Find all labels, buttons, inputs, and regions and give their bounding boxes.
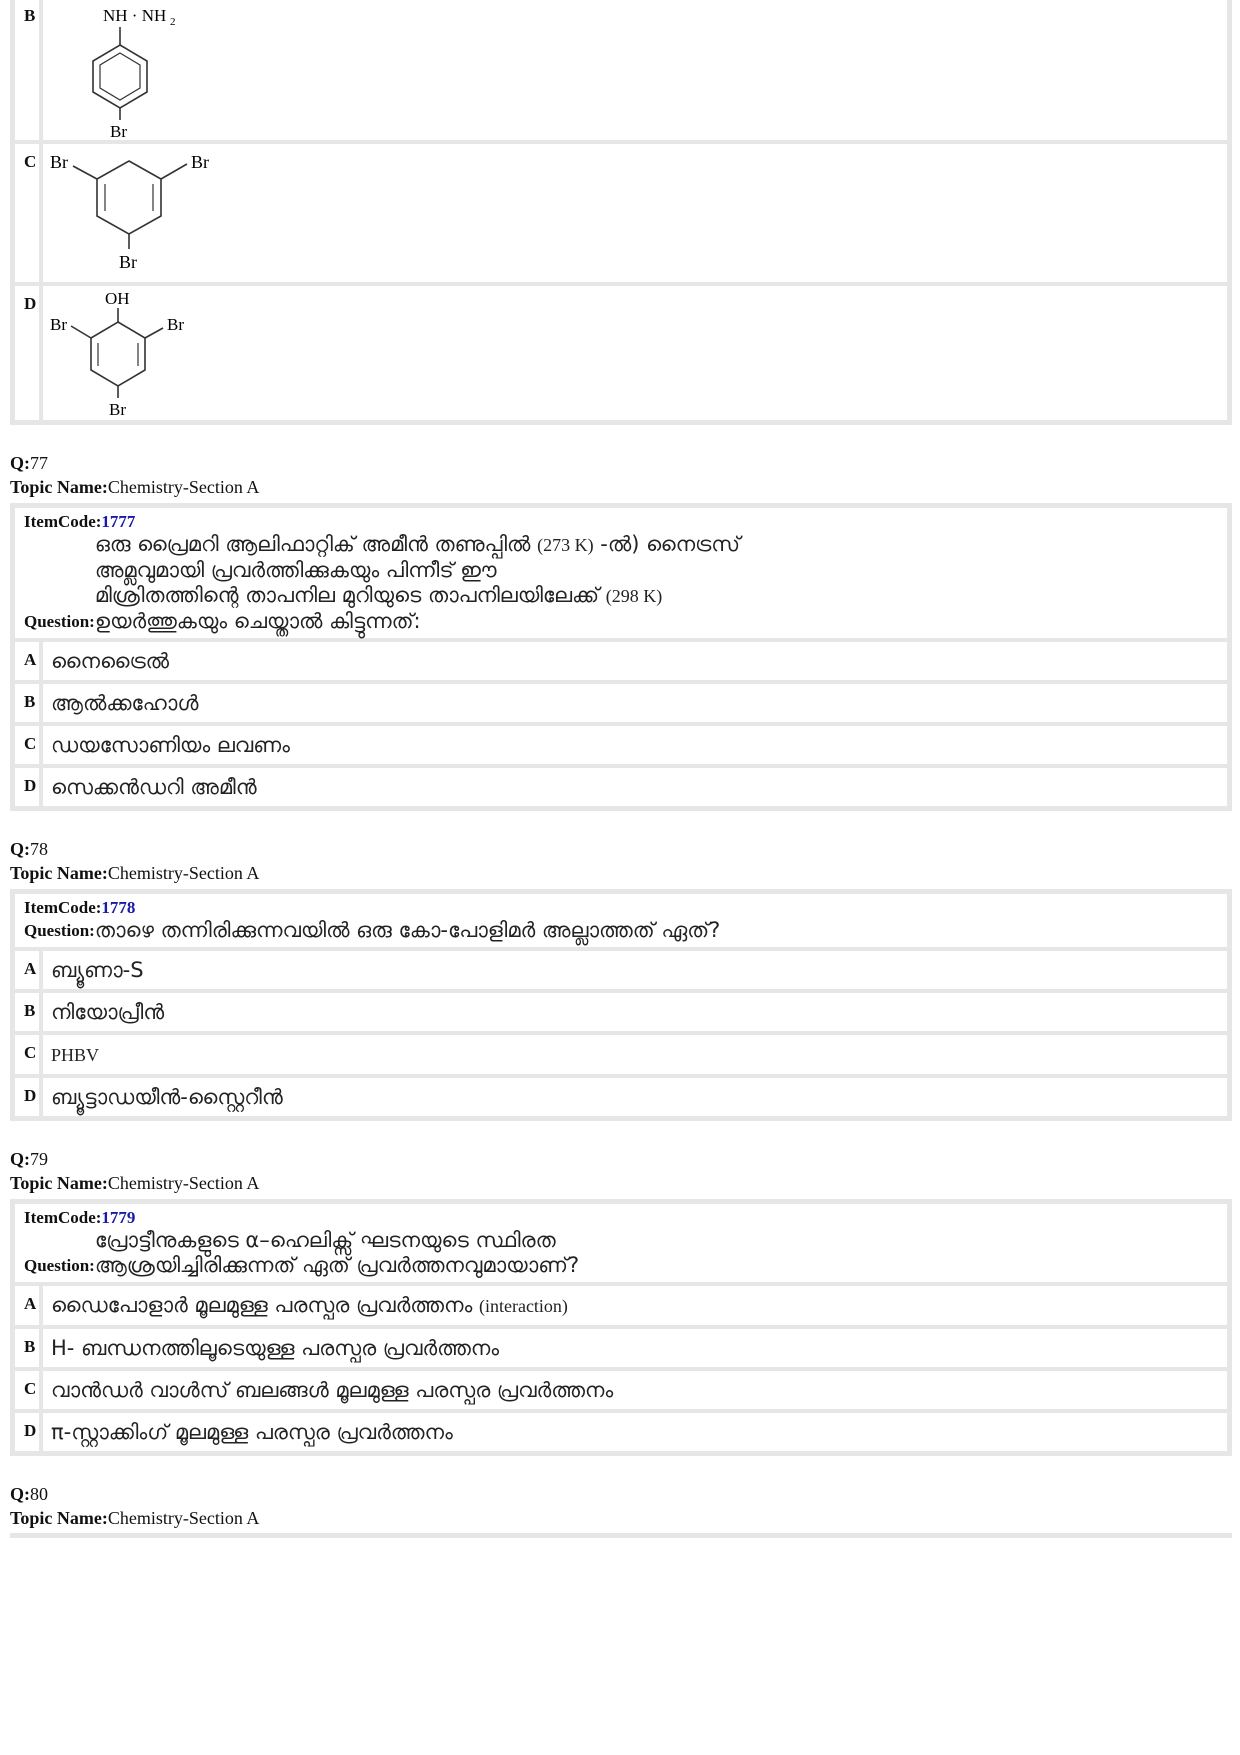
option-letter: B	[15, 1329, 43, 1367]
option-structure	[43, 144, 1227, 282]
option-text: വാൻഡർ വാൾസ് ബലങ്ങൾ മൂലമുള്ള പരസ്പര പ്രവർത്തനം	[51, 1378, 614, 1402]
option-letter: D	[15, 1413, 43, 1451]
option-row[interactable]	[15, 140, 1227, 282]
structure-label: Br	[50, 152, 68, 172]
option-text: PHBV	[51, 1045, 100, 1065]
exam-page	[10, 0, 1232, 1538]
option-letter: C	[15, 1371, 43, 1409]
option-row[interactable]	[15, 764, 1227, 806]
topic-name: Topic Name:Chemistry-Section A	[10, 477, 260, 497]
item-code: ItemCode:1779	[24, 1208, 136, 1227]
option-text: ഡയസോണിയം ലവണം	[51, 733, 290, 757]
question-block-80	[10, 1482, 1232, 1538]
question-block-77	[10, 451, 1232, 811]
option-row[interactable]	[15, 638, 1227, 680]
option-letter: C	[15, 726, 43, 764]
option-text: ആൽക്കഹോൾ	[51, 691, 199, 715]
option-row[interactable]	[15, 0, 1227, 140]
option-text: ബ്യൂട്ടാഡയീൻ-സ്റ്റൈറീൻ	[51, 1085, 283, 1109]
option-letter: A	[15, 642, 43, 680]
option-text: ബ്യൂണാ-S	[51, 958, 144, 982]
tribromobenzene-structure	[43, 144, 263, 282]
option-row[interactable]	[15, 1031, 1227, 1074]
structure-label: 2	[170, 16, 176, 28]
question-number: Q:80	[10, 1484, 48, 1504]
q76-options-table	[10, 0, 1232, 425]
option-letter: B	[15, 993, 43, 1031]
option-letter: A	[15, 951, 43, 989]
option-row[interactable]	[15, 1282, 1227, 1325]
structure-label: Br	[191, 152, 209, 172]
option-letter: D	[15, 1078, 43, 1116]
option-letter: A	[15, 1286, 43, 1325]
structure-label: Br	[50, 315, 67, 334]
question-body	[24, 532, 1218, 634]
option-row[interactable]	[15, 282, 1227, 420]
option-row[interactable]	[15, 1074, 1227, 1116]
item-code: ItemCode:1777	[24, 512, 136, 531]
question-text: പ്രോട്ടീനുകളുടെ α–ഹെലിക്സ് ഘടനയുടെ സ്ഥിരത ആശ്രയിച്ചിരിക്കുന്നത് ഏത് പ്രവർത്തനവുമായാണ്?	[94, 1228, 580, 1277]
structure-label: Br	[119, 252, 137, 272]
option-letter: D	[15, 286, 43, 420]
option-text: സെക്കൻഡറി അമീൻ	[51, 775, 257, 799]
option-row[interactable]	[15, 1325, 1227, 1367]
option-text: π-സ്റ്റാക്കിംഗ് മൂലമുള്ള പരസ്പര പ്രവർത്തനം	[51, 1420, 453, 1444]
question-number: Q:78	[10, 839, 48, 859]
option-row[interactable]	[15, 1409, 1227, 1451]
question-box	[10, 889, 1232, 947]
options-table	[10, 947, 1232, 1121]
option-text: ഡൈപോളാർ മൂലമുള്ള പരസ്പര പ്രവർത്തനം (interaction)	[51, 1293, 568, 1317]
structure-label: Br	[110, 122, 127, 140]
topic-name: Topic Name:Chemistry-Section A	[10, 863, 260, 883]
option-row[interactable]	[15, 989, 1227, 1031]
question-label: Question:	[24, 921, 95, 940]
option-structure	[43, 0, 1227, 140]
option-row[interactable]	[15, 722, 1227, 764]
option-letter: C	[15, 1035, 43, 1074]
options-table	[10, 1282, 1232, 1456]
question-body	[24, 1228, 1218, 1278]
question-number: Q:77	[10, 453, 48, 473]
tribromophenol-structure	[43, 286, 263, 420]
options-table	[10, 638, 1232, 811]
question-body	[24, 918, 1218, 943]
question-number: Q:79	[10, 1149, 48, 1169]
question-text: താഴെ തന്നിരിക്കുന്നവയിൽ ഒരു കോ-പോളിമർ അല്ലാത്തത് ഏത്?	[94, 918, 721, 942]
section-divider	[10, 1533, 1232, 1538]
topic-name: Topic Name:Chemistry-Section A	[10, 1508, 260, 1528]
structure-label: Br	[167, 315, 184, 334]
option-structure	[43, 286, 1227, 420]
option-row[interactable]	[15, 1367, 1227, 1409]
structure-label: NH · NH	[103, 6, 167, 25]
question-label: Question:	[24, 612, 95, 631]
option-letter: B	[15, 0, 43, 140]
option-row[interactable]	[15, 680, 1227, 722]
question-box	[10, 503, 1232, 638]
structure-label: Br	[109, 400, 126, 419]
option-text: നൈട്രൈൽ	[51, 649, 170, 673]
question-text: ഒരു പ്രൈമറി ആലിഫാറ്റിക് അമീൻ തണുപ്പിൽ (273 K) -ൽ) നൈട്രസ് അമ്ലവുമായി പ്രവർത്തിക്കുകയും പിന്നീട് ഈ മിശ്രിതത്തിന്റെ താപനില മുറിയുടെ താപനിലയിലേക്ക് (298 K) ഉയർത്തുകയും ചെയ്താൽ കിട്ടുന്നത്:	[94, 532, 741, 633]
option-letter: D	[15, 768, 43, 806]
bromophenylhydrazine-structure	[43, 0, 243, 140]
option-letter: B	[15, 684, 43, 722]
question-box	[10, 1199, 1232, 1282]
question-label: Question:	[24, 1256, 95, 1275]
option-text: H- ബന്ധനത്തിലൂടെയുള്ള പരസ്പര പ്രവർത്തനം	[51, 1336, 500, 1360]
option-text: നിയോപ്രീൻ	[51, 1000, 165, 1024]
option-row[interactable]	[15, 947, 1227, 989]
question-block-78	[10, 837, 1232, 1121]
item-code: ItemCode:1778	[24, 898, 136, 917]
structure-label: OH	[105, 289, 130, 308]
question-block-79	[10, 1147, 1232, 1456]
option-letter: C	[15, 144, 43, 282]
topic-name: Topic Name:Chemistry-Section A	[10, 1173, 260, 1193]
